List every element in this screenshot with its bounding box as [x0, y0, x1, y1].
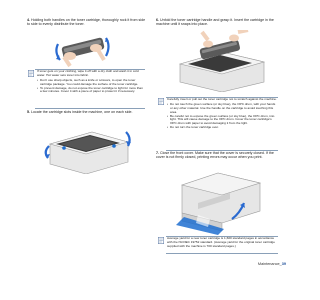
step-4 [27, 18, 147, 27]
note-1-bottom-rule [35, 108, 145, 109]
note-1-bullets [37, 79, 143, 94]
step-6-number: 6. [156, 18, 159, 22]
note-2-bullet: • Do not turn the toner cartridge over. [167, 126, 277, 130]
note-icon [158, 237, 164, 244]
note-3-text: Average yield for a new toner cartridge is 1,600 standard pages in accordance with the ISO/IEC 19752 standard. (Average yield for the original toner cartridge supplied with the machine is 700 standard pages.) [167, 236, 275, 248]
note-2 [167, 98, 277, 130]
step-4-number: 4. [27, 18, 30, 22]
step-4-text: Holding both handles on the toner cartridge, thoroughly rock it from side to side to evenly distribute the toner. [27, 18, 146, 27]
step-7-number: 7. [156, 151, 159, 155]
note-3 [167, 237, 277, 248]
step-6-text: Unfold the toner cartridge handle and grasp it. Insert the cartridge in the machine until it snaps into place. [156, 18, 274, 27]
note-3-bottom-rule [166, 253, 278, 254]
note-icon [158, 98, 164, 105]
illustration-rock-cartridge [50, 30, 114, 68]
illustration-cartridge-slots [40, 118, 136, 174]
note-1-intro: If toner gets on your clothing, wipe it off with a dry cloth and wash it in cold water. Hot water sets toner into fabric. [37, 69, 139, 77]
note-2-bullet: • Be careful not to expose the green surface (or sky blue), the OPC drum, into light. This will cause damage to the OPC drum. Cover the toner cartridge's OPC drum with paper to avoid damaging it from the light. [167, 115, 277, 126]
illustration-close-cover [168, 163, 268, 235]
step-5-number: 5. [27, 110, 30, 114]
page-number: 39 [281, 262, 286, 266]
step-5-text: Locate the cartridge slots inside the machine, one on each side. [31, 110, 133, 114]
step-5 [27, 110, 147, 114]
step-6 [156, 18, 276, 27]
footer-section-label: Maintenance_ [257, 262, 282, 266]
note-icon [28, 70, 34, 77]
page-footer [258, 262, 286, 266]
step-7 [156, 151, 280, 160]
step-7-text: Close the front cover. Make sure that the cover is securely closed. If the cover is not firmly closed, printing errors may occur when you print. [156, 151, 274, 160]
note-1-bullet: • To prevent damage, do not expose the toner cartridge to light for more than a few minutes. Cover it with a piece of paper to protect it if necessary. [37, 87, 143, 95]
note-1-bullet: • Don't use sharp objects, such as a knife or scissors, to open the toner cartridge package. You could damage the surface of the toner cartridge. [37, 79, 143, 87]
note-2-intro: Carefully insert or pull out the toner cartridge not to scratch against the machine. [167, 97, 277, 101]
note-2-bullets [167, 103, 277, 130]
note-1 [37, 70, 143, 94]
note-2-bullet: • Do not touch the green surface (or sky blue), the OPC drum, with your hands or any other material. Use the handle on the cartridge to avoid touching this area. [167, 103, 277, 114]
illustration-insert-cartridge [174, 30, 270, 92]
